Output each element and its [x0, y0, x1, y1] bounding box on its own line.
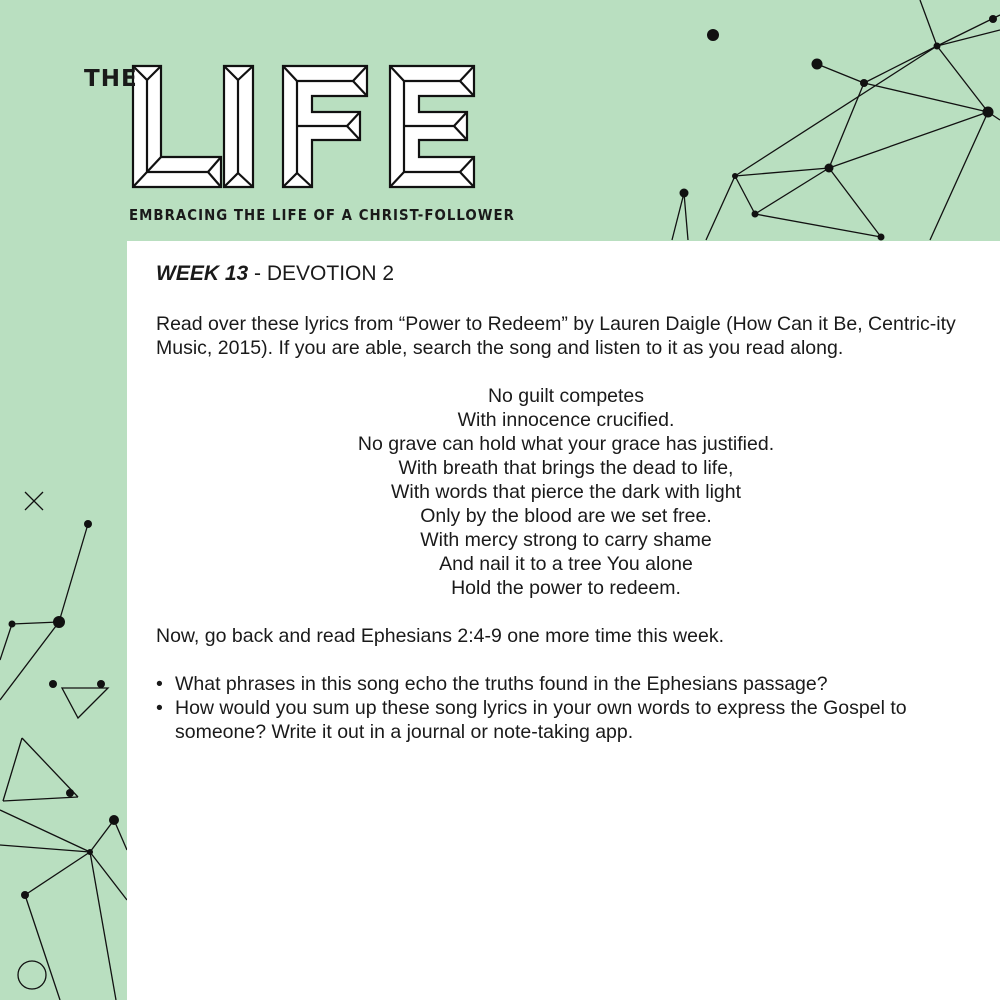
list-item — [156, 672, 976, 696]
question-text: How would you sum up these song lyrics in your own words to express the Gospel to someone? Write it out in a journal or note-taking app. — [175, 697, 907, 743]
song-lyrics — [156, 384, 976, 600]
week-label: WEEK 13 — [156, 262, 249, 285]
life-logo — [0, 0, 500, 240]
lyric-line: No grave can hold what your grace has justified. — [357, 433, 775, 455]
logo-prefix: THE — [84, 66, 138, 92]
intro-paragraph: Read over these lyrics from “Power to Redeem” by Lauren Daigle (How Can it Be, Centric-ity Music, 2015). If you are able, search the song and listen to it as you read along. — [156, 313, 956, 359]
followup-paragraph: Now, go back and read Ephesians 2:4-9 one more time this week. — [156, 625, 724, 647]
bullet: • — [156, 697, 163, 719]
lyric-line: Only by the blood are we set free. — [420, 505, 712, 527]
devotion-content — [156, 262, 976, 744]
devotion-label: DEVOTION 2 — [266, 262, 395, 285]
heading-separator: - — [248, 262, 267, 285]
lyric-line: With breath that brings the dead to life, — [398, 457, 734, 479]
lyric-line: No guilt competes — [487, 385, 645, 407]
question-text: What phrases in this song echo the truths found in the Ephesians passage? — [175, 673, 828, 695]
question-list — [156, 672, 976, 744]
list-item — [156, 696, 976, 744]
devotion-heading — [156, 262, 976, 286]
bullet: • — [156, 673, 163, 695]
lyric-line: With mercy strong to carry shame — [420, 529, 712, 551]
circle-icon — [18, 961, 46, 989]
lyric-line: With words that pierce the dark with light — [390, 481, 742, 503]
logo-tagline: EMBRACING THE LIFE OF A CHRIST-FOLLOWER — [129, 206, 515, 224]
lyric-line: With innocence crucified. — [457, 409, 675, 431]
lyric-line: And nail it to a tree You alone — [439, 553, 693, 575]
lyric-line: Hold the power to redeem. — [451, 577, 681, 599]
